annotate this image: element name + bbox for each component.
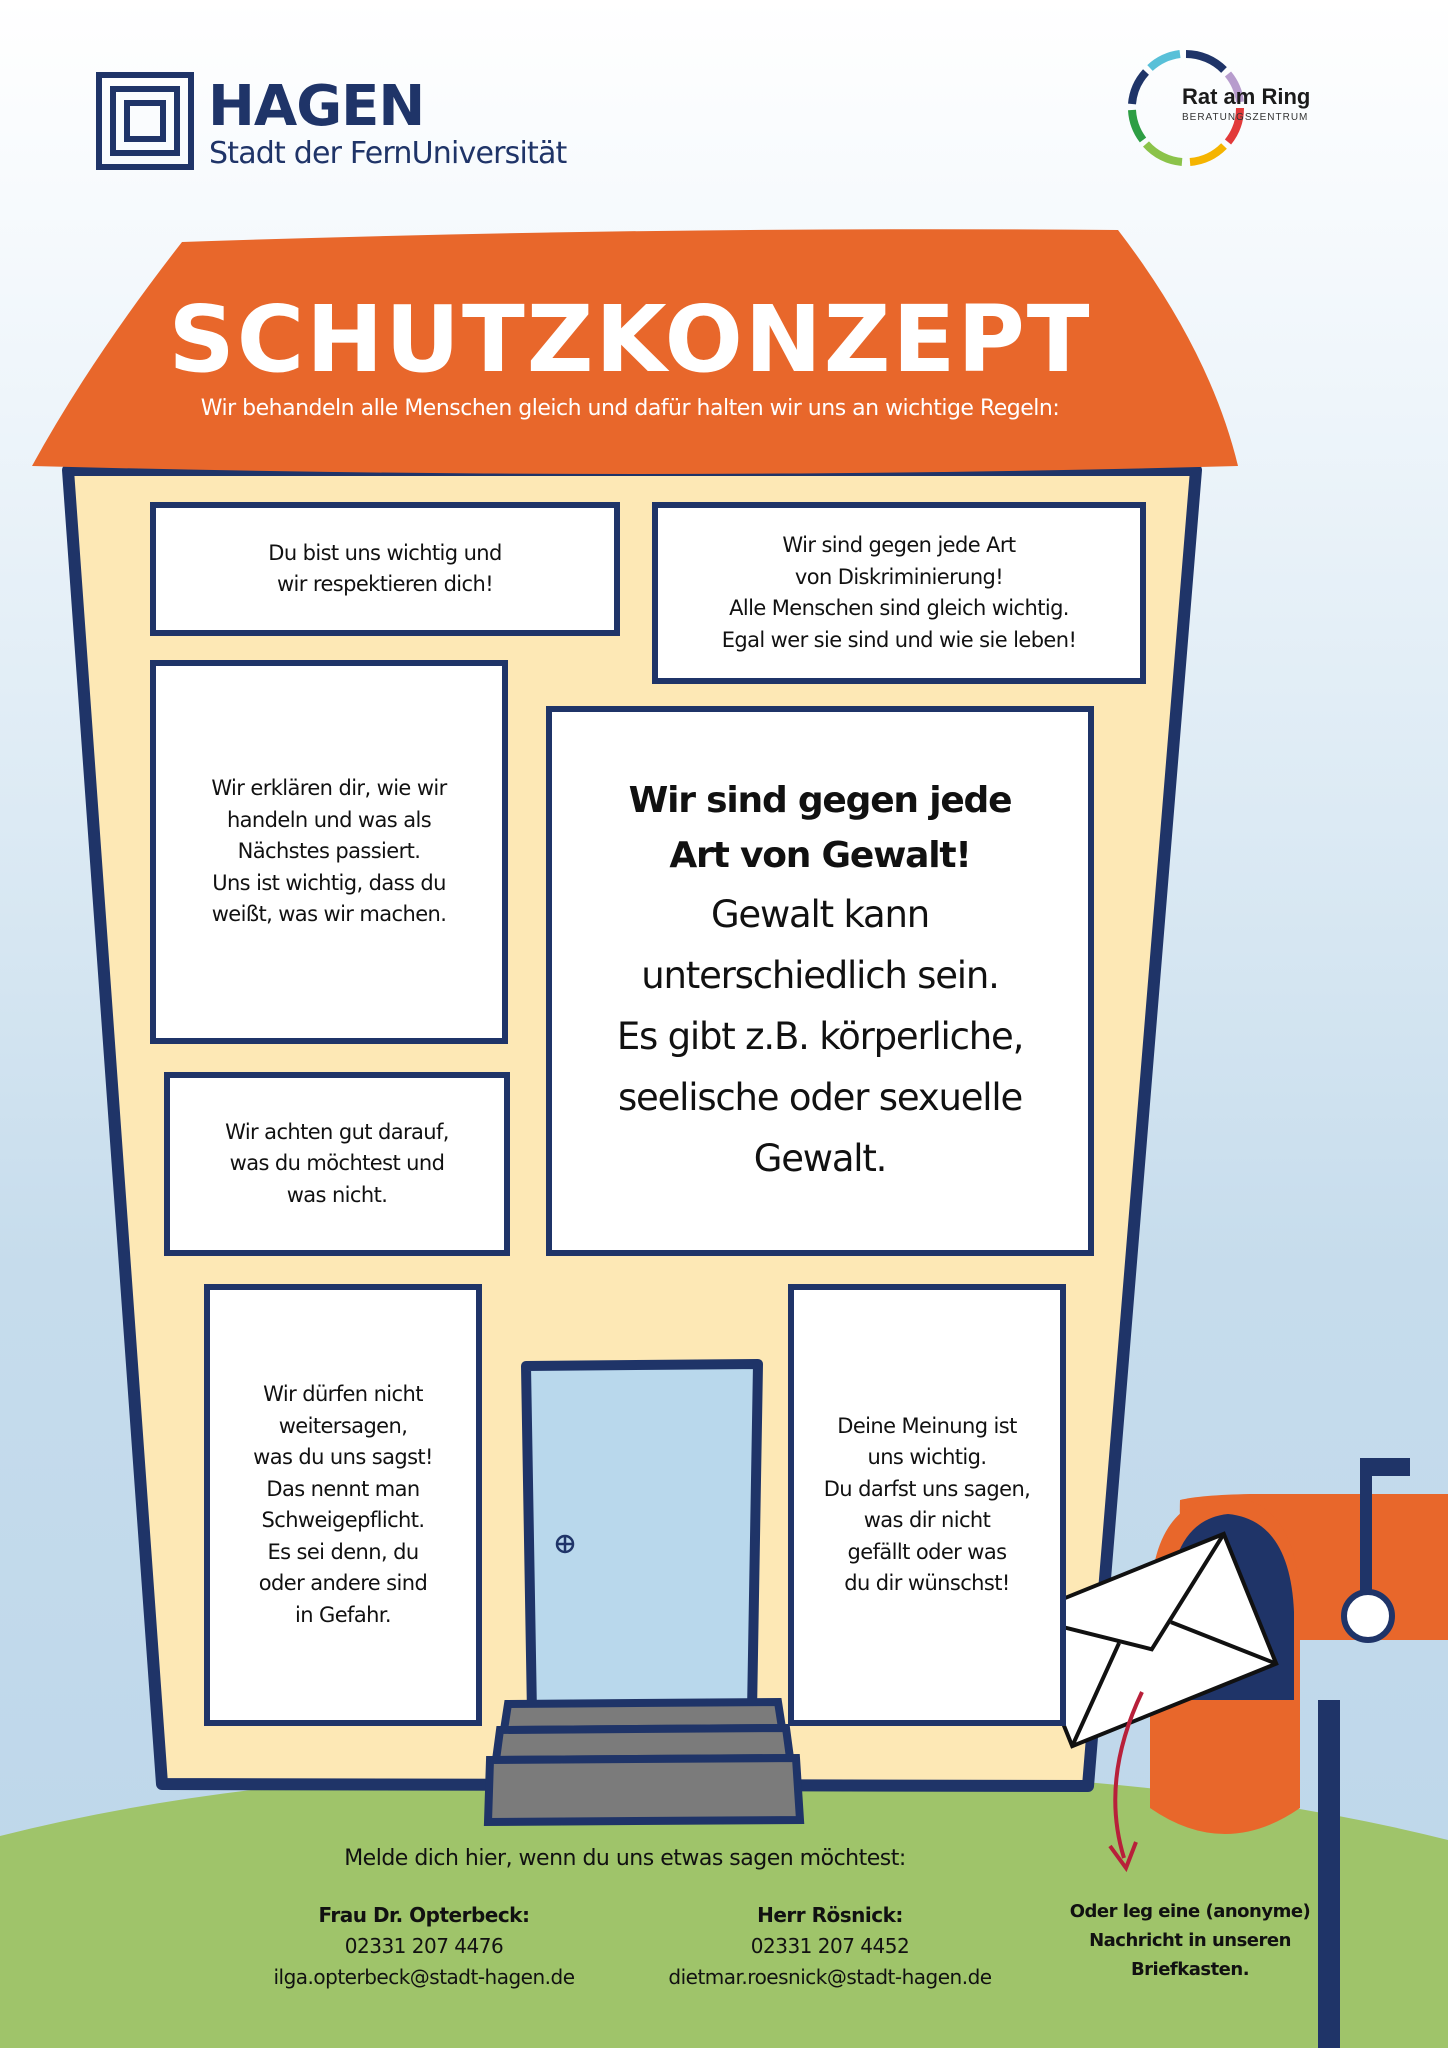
partner-subtitle: BERATUNGSZENTRUM <box>1182 112 1309 123</box>
contact-intro: Melde dich hier, wenn du uns etwas sagen möchtest: <box>344 1846 906 1871</box>
contact-email[interactable]: dietmar.roesnick@stadt-hagen.de <box>668 1965 992 1989</box>
rule-heading-violence: Wir sind gegen jede Art von Gewalt! <box>628 779 1012 877</box>
page-title: SCHUTZKONZEPT <box>168 286 1092 393</box>
contact-email[interactable]: ilga.opterbeck@stadt-hagen.de <box>273 1965 575 1989</box>
rule-text-violence: Gewalt kann unterschiedlich sein. Es gibt z.B. körperliche, seelische oder sexuelle Gewalt. <box>616 893 1024 1181</box>
rule-text-wishes: Wir achten gut darauf, was du möchtest und was nicht. <box>225 1119 449 1207</box>
door-knob-icon <box>557 1536 573 1552</box>
rule-text-opinion: Deine Meinung ist uns wichtig. Du darfst uns sagen, was dir nicht gefällt oder was du dir wünschst! <box>823 1413 1031 1595</box>
rule-box-wishes <box>164 1072 510 1256</box>
rule-box-confidentiality <box>204 1284 482 1726</box>
contact-person-1 <box>228 1900 620 1993</box>
rule-text-discrimination: Wir sind gegen jede Art von Diskriminierung! Alle Menschen sind gleich wichtig. Egal wer sie sind und wie sie leben! <box>721 533 1077 652</box>
contact-phone[interactable]: 02331 207 4452 <box>750 1934 910 1958</box>
door <box>526 1364 758 1714</box>
partner-name: Rat am Ring <box>1182 84 1311 109</box>
mailbox-note: Oder leg eine (anonyme) Nachricht in unseren Briefkasten. <box>1069 1901 1311 1980</box>
rat-am-ring-logo <box>1124 46 1344 170</box>
city-subtitle: Stadt der FernUniversität <box>209 136 567 171</box>
rule-text-explain: Wir erklären dir, wie wir handeln und was als Nächstes passiert. Uns ist wichtig, dass du weißt, was wir machen. <box>211 776 447 927</box>
page-subtitle: Wir behandeln alle Menschen gleich und dafür halten wir uns an wichtige Regeln: <box>200 396 1060 421</box>
contact-name: Frau Dr. Opterbeck: <box>318 1903 530 1927</box>
rule-box-discrimination <box>652 502 1146 684</box>
door-steps <box>488 1702 800 1822</box>
rule-box-respect <box>150 502 620 636</box>
contact-phone[interactable]: 02331 207 4476 <box>344 1934 504 1958</box>
rule-text-confidentiality: Wir dürfen nicht weitersagen, was du uns sagst! Das nennt man Schweigepflicht. Es sei denn, du oder andere sind in Gefahr. <box>253 1382 433 1627</box>
rule-box-opinion <box>788 1284 1066 1726</box>
rule-text-respect: Du bist uns wichtig und wir respektieren dich! <box>268 540 502 596</box>
rule-box-violence <box>546 706 1094 1256</box>
rule-box-explain <box>150 660 508 1044</box>
hagen-logo <box>96 72 567 176</box>
contact-name: Herr Rösnick: <box>757 1903 903 1927</box>
city-name: HAGEN <box>208 74 425 139</box>
contact-person-2 <box>640 1900 1020 1993</box>
hagen-square-logo-icon <box>96 72 194 170</box>
